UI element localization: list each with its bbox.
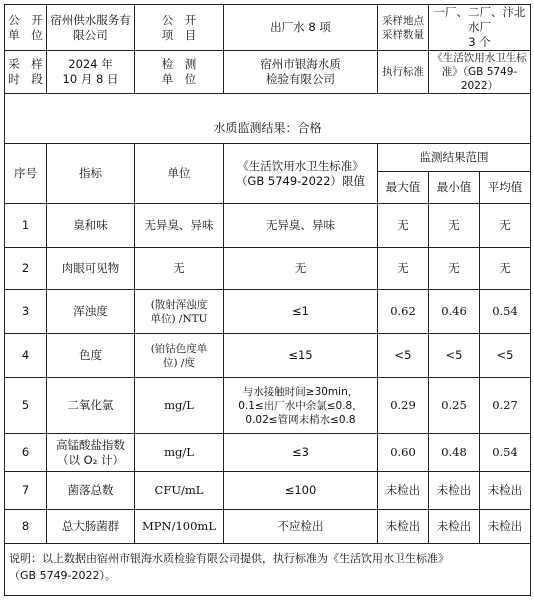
column-header-row-1 [5,144,531,172]
sites-line2: 3 个 [468,35,491,49]
row-min: 未检出 [429,510,480,544]
row-unit: 无 [135,248,224,290]
row-max: 未检出 [378,472,429,510]
table-row [5,472,531,510]
sites-label [378,5,429,51]
col-index [5,144,47,204]
notes-line1: 说明：以上数据由宿州市银海水质检验有限公司提供，执行标准为《生活饮用水卫生标准》 [9,552,449,565]
table-row [5,510,531,544]
row-max: <5 [378,334,429,378]
supplier-value [47,5,135,51]
row-limit: ≤3 [224,434,378,472]
row-limit-line3: 0.02≤管网末梢水≤0.8 [245,413,356,426]
row-unit [135,334,224,378]
row-limit: 无 [224,248,378,290]
notes-line2: （GB 5749-2022）。 [9,569,117,582]
col-index-label: 序号 [14,166,37,180]
row-avg: 0.54 [480,434,531,472]
lab-value [224,51,378,94]
row-max: 0.29 [378,378,429,434]
items-label-line2: 项 目 [161,27,197,42]
standard-value [429,51,531,94]
row-limit-line1: 与水接触时间≥30min， [242,385,359,398]
lab-line2: 检验有限公司 [266,72,335,86]
row-min: 0.48 [429,434,480,472]
row-no: 7 [5,472,47,510]
row-limit: ≤15 [224,334,378,378]
col-min-label: 最小值 [436,180,472,194]
table-row [5,204,531,248]
row-avg: 未检出 [480,510,531,544]
row-unit-line1: (散射浑浊度 [150,298,208,311]
col-max [378,172,429,204]
row-unit: mg/L [135,434,224,472]
row-unit-line1: (铂钴色度单 [150,342,208,355]
items-label [135,5,224,51]
row-min: 0.25 [429,378,480,434]
table-row [5,290,531,334]
col-max-label: 最大值 [385,180,421,194]
notes-row [5,544,531,596]
row-avg: 0.27 [480,378,531,434]
row-min: 无 [429,204,480,248]
row-min: 未检出 [429,472,480,510]
supplier-label-line2: 单 位 [8,27,43,42]
supplier-name: 宿州供水服务有限公司 [50,12,131,42]
col-range-label: 监测结果范围 [419,150,489,164]
result-title-text: 水质监测结果：合格 [213,120,322,135]
row-max: 0.62 [378,290,429,334]
spacer-cell [5,94,531,114]
table-row [5,334,531,378]
col-limit-line2: （GB 5749-2022）限值 [235,173,366,188]
standard-label-text: 执行标准 [382,66,424,78]
disclosure-table [4,4,531,596]
sites-line1: 一厂、二厂、汴北水厂 [433,5,526,34]
row-limit-line2: 0.1≤出厂水中余氯≤0.8， [238,399,363,412]
row-unit-line2: 单位) /NTU [150,312,208,325]
result-title-row [5,114,531,144]
row-avg: 无 [480,204,531,248]
row-avg: 未检出 [480,472,531,510]
row-unit [135,290,224,334]
row-unit-line2: 位) /度 [163,356,195,369]
period-line1: 2024 年 [68,57,113,71]
row-indicator: 色度 [47,334,135,378]
col-indicator [47,144,135,204]
row-max: 无 [378,204,429,248]
row-indicator: 二氧化氯 [47,378,135,434]
sites-label-line2: 采样数量 [382,28,424,41]
items-value [224,5,378,51]
notes [5,544,531,596]
col-min [429,172,480,204]
items-label-line1: 公 开 [161,12,197,27]
col-unit-label: 单位 [167,166,191,180]
row-unit: MPN/100mL [135,510,224,544]
row-unit: mg/L [135,378,224,434]
spacer-row [5,94,531,114]
header-row-2 [5,51,531,94]
row-unit: CFU/mL [135,472,224,510]
row-no: 8 [5,510,47,544]
row-limit: ≤1 [224,290,378,334]
row-max: 无 [378,248,429,290]
row-no: 3 [5,290,47,334]
standard-line1: 《生活饮用水卫生标 [432,52,527,64]
row-indicator: 臭和味 [47,204,135,248]
row-indicator: 浑浊度 [47,290,135,334]
row-min: <5 [429,334,480,378]
period-label-line2: 时 段 [8,72,43,86]
row-no: 5 [5,378,47,434]
row-no: 2 [5,248,47,290]
sites-value [429,5,531,51]
col-avg [480,172,531,204]
row-limit: 无异臭、异味 [224,204,378,248]
supplier-label-line1: 公 开 [8,12,43,27]
sites-label-line1: 采样地点 [382,14,424,27]
row-min: 无 [429,248,480,290]
col-avg-label: 平均值 [487,180,523,194]
standard-label [378,51,429,94]
lab-label-line2: 单 位 [161,72,197,86]
row-indicator [47,434,135,472]
table-row [5,248,531,290]
row-max: 未检出 [378,510,429,544]
row-avg: 0.54 [480,290,531,334]
lab-line1: 宿州市银海水质 [260,57,341,71]
row-min: 0.46 [429,290,480,334]
period-label [5,51,47,94]
period-line2: 10 月 8 日 [62,72,119,86]
row-limit: ≤100 [224,472,378,510]
row-avg: <5 [480,334,531,378]
col-range [378,144,531,172]
row-max: 0.60 [378,434,429,472]
supplier-label [5,5,47,51]
row-indicator: 菌落总数 [47,472,135,510]
row-unit: 无异臭、异味 [135,204,224,248]
lab-label-line1: 检 测 [161,57,197,71]
row-indicator-line1: 高锰酸盐指数 [56,437,125,452]
row-indicator: 总大肠菌群 [47,510,135,544]
period-value [47,51,135,94]
row-avg: 无 [480,248,531,290]
row-no: 6 [5,434,47,472]
items-text: 出厂水 8 项 [270,20,331,34]
lab-label [135,51,224,94]
row-limit [224,378,378,434]
col-limit-line1: 《生活饮用水卫生标准》 [237,158,364,173]
period-label-line1: 采 样 [8,57,43,71]
row-limit: 不应检出 [224,510,378,544]
row-no: 1 [5,204,47,248]
row-indicator: 肉眼可见物 [47,248,135,290]
row-no: 4 [5,334,47,378]
table-row [5,434,531,472]
table-row [5,378,531,434]
standard-line2: 准》（GB 5749-2022） [441,66,518,92]
col-indicator-label: 指标 [79,166,102,180]
col-limit [224,144,378,204]
row-indicator-line2: （以 O₂ 计） [57,452,124,467]
col-unit [135,144,224,204]
header-row-1 [5,5,531,51]
result-title [5,114,531,144]
